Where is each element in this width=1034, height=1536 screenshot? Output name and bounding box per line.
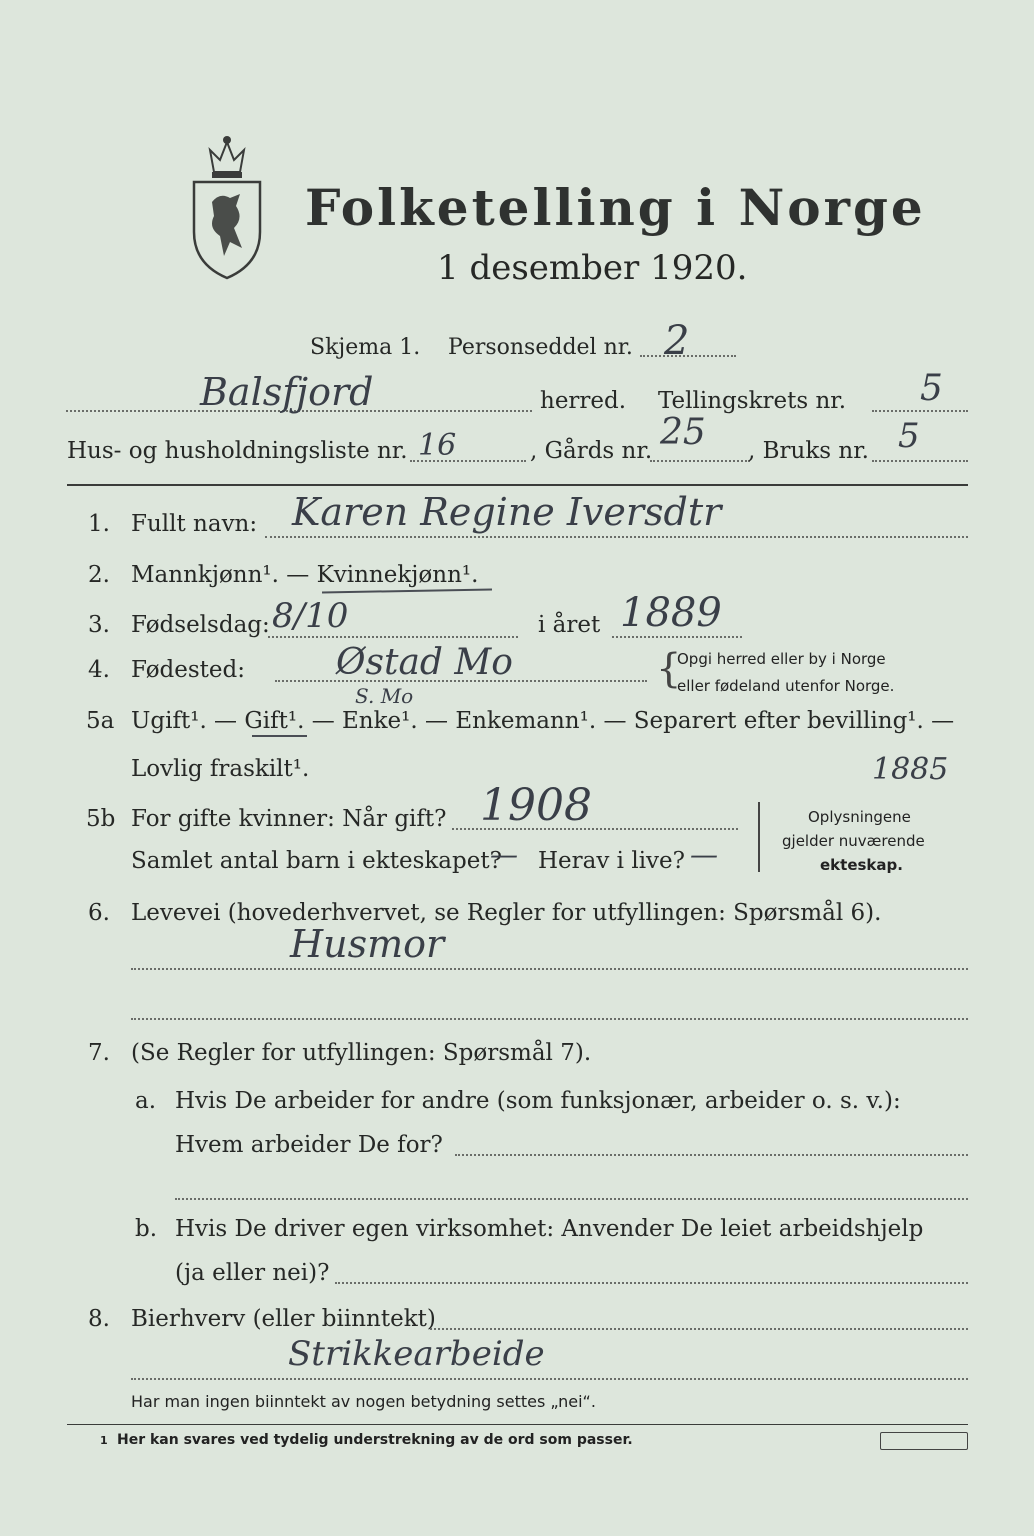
year-line: [612, 636, 742, 638]
married-year-value: 1908: [480, 780, 592, 831]
footnote-divider: [67, 1424, 968, 1425]
gender-underline: [322, 589, 492, 594]
footnote-mark: 1: [100, 1434, 108, 1447]
side-income-line-1: [430, 1328, 968, 1330]
full-name-value: Karen Regine Iversdtr: [292, 490, 722, 534]
extra-year-value: 1885: [872, 752, 949, 787]
schema-label: Skjema 1.: [310, 335, 421, 360]
marriage-note-3: ekteskap.: [820, 856, 903, 874]
coat-of-arms-icon: [184, 132, 270, 280]
herred-name: Balsfjord: [200, 370, 374, 414]
footnote-text: Her kan svares ved tydelig understrekning av de ord som passer.: [117, 1432, 633, 1448]
q4-number: 4.: [88, 657, 110, 683]
q5b-number: 5b: [86, 806, 116, 832]
q6-number: 6.: [88, 900, 110, 926]
q7a-number: a.: [135, 1088, 157, 1114]
personseddel-nr: 2: [664, 318, 690, 364]
birthplace-value-2: S. Mo: [355, 684, 414, 708]
q8-number: 8.: [88, 1306, 110, 1332]
bruks-label: , Bruks nr.: [748, 438, 869, 464]
occupation-label: Levevei (hovederhvervet, se Regler for utfyllingen: Spørsmål 6).: [131, 900, 882, 926]
side-income-line-2: [131, 1378, 968, 1380]
birthplace-brace: {: [656, 646, 682, 692]
alive-value: —: [690, 838, 718, 871]
hus-label: Hus- og husholdningsliste nr.: [67, 438, 408, 464]
married-label: For gifte kvinner: Når gift?: [131, 806, 447, 832]
q1-line: [265, 536, 968, 538]
q1-number: 1.: [88, 511, 110, 537]
gards-line: [650, 460, 750, 462]
q4-label: Fødested:: [131, 657, 246, 683]
herred-label: herred.: [540, 388, 627, 414]
birthplace-note-1: Opgi herred eller by i Norge: [677, 650, 886, 668]
q7-label: (Se Regler for utfyllingen: Spørsmål 7).: [131, 1040, 592, 1066]
q7b-line-2: (ja eller nei)?: [175, 1260, 330, 1286]
q7b-number: b.: [135, 1216, 158, 1242]
q7a-line-1: Hvis De arbeider for andre (som funksjonær, arbeider o. s. v.):: [175, 1088, 901, 1114]
birthday-value: 8/10: [272, 596, 349, 636]
side-income-label: Bierhverv (eller biinntekt): [131, 1306, 436, 1332]
birth-year-value: 1889: [620, 590, 722, 636]
income-note: Har man ingen biinntekt av nogen betydning settes „nei“.: [131, 1392, 596, 1411]
occupation-value: Husmor: [290, 922, 445, 966]
gender-options: Mannkjønn¹. — Kvinnekjønn¹.: [131, 562, 479, 588]
children-label: Samlet antal barn i ekteskapet?: [131, 848, 502, 874]
occupation-line-2: [131, 1018, 968, 1020]
gards-label: , Gårds nr.: [530, 438, 653, 464]
birthplace-value: Østad Mo: [336, 642, 513, 683]
employer-line-2: [175, 1198, 968, 1200]
census-date: 1 desember 1920.: [437, 248, 748, 288]
bruks-nr: 5: [898, 416, 920, 456]
hus-nr: 16: [418, 428, 457, 463]
q2-number: 2.: [88, 562, 110, 588]
marriage-note-1: Oplysningene: [808, 808, 911, 826]
tellingskrets-label: Tellingskrets nr.: [658, 388, 847, 414]
tellingskrets-nr: 5: [920, 368, 943, 409]
note-bracket: [758, 802, 770, 872]
bruks-line: [872, 460, 968, 462]
q7b-line-1: Hvis De driver egen virksomhet: Anvender De leiet arbeidshjelp: [175, 1216, 924, 1242]
printer-stamp-icon: [880, 1432, 968, 1450]
q7a-line-2: Hvem arbeider De for?: [175, 1132, 443, 1158]
q3-number: 3.: [88, 612, 110, 638]
birthplace-note-2: eller fødeland utenfor Norge.: [677, 677, 895, 695]
q5a-number: 5a: [86, 708, 115, 734]
marital-options: Ugift¹. — Gift¹. — Enke¹. — Enkemann¹. — Separert efter bevilling¹. —: [131, 708, 955, 734]
marital-options-2: Lovlig fraskilt¹.: [131, 756, 310, 782]
marriage-note-2: gjelder nuværende: [782, 832, 925, 850]
header-divider: [67, 484, 968, 486]
q3-label: Fødselsdag:: [131, 612, 270, 638]
gards-nr: 25: [660, 412, 706, 453]
employer-line-1: [455, 1154, 968, 1156]
birthday-line: [268, 636, 518, 638]
year-label: i året: [538, 612, 601, 638]
occupation-line-1: [131, 968, 968, 970]
children-value: —: [490, 838, 518, 871]
married-underline: [252, 735, 307, 737]
hired-help-line: [335, 1282, 968, 1284]
form-title: Folketelling i Norge: [305, 178, 926, 237]
q1-label: Fullt navn:: [131, 511, 258, 537]
alive-label: Herav i live?: [538, 848, 685, 874]
personseddel-label: Personseddel nr.: [448, 335, 633, 360]
q7-number: 7.: [88, 1040, 110, 1066]
tellingskrets-line: [872, 410, 968, 412]
side-income-value: Strikkearbeide: [288, 1334, 545, 1374]
